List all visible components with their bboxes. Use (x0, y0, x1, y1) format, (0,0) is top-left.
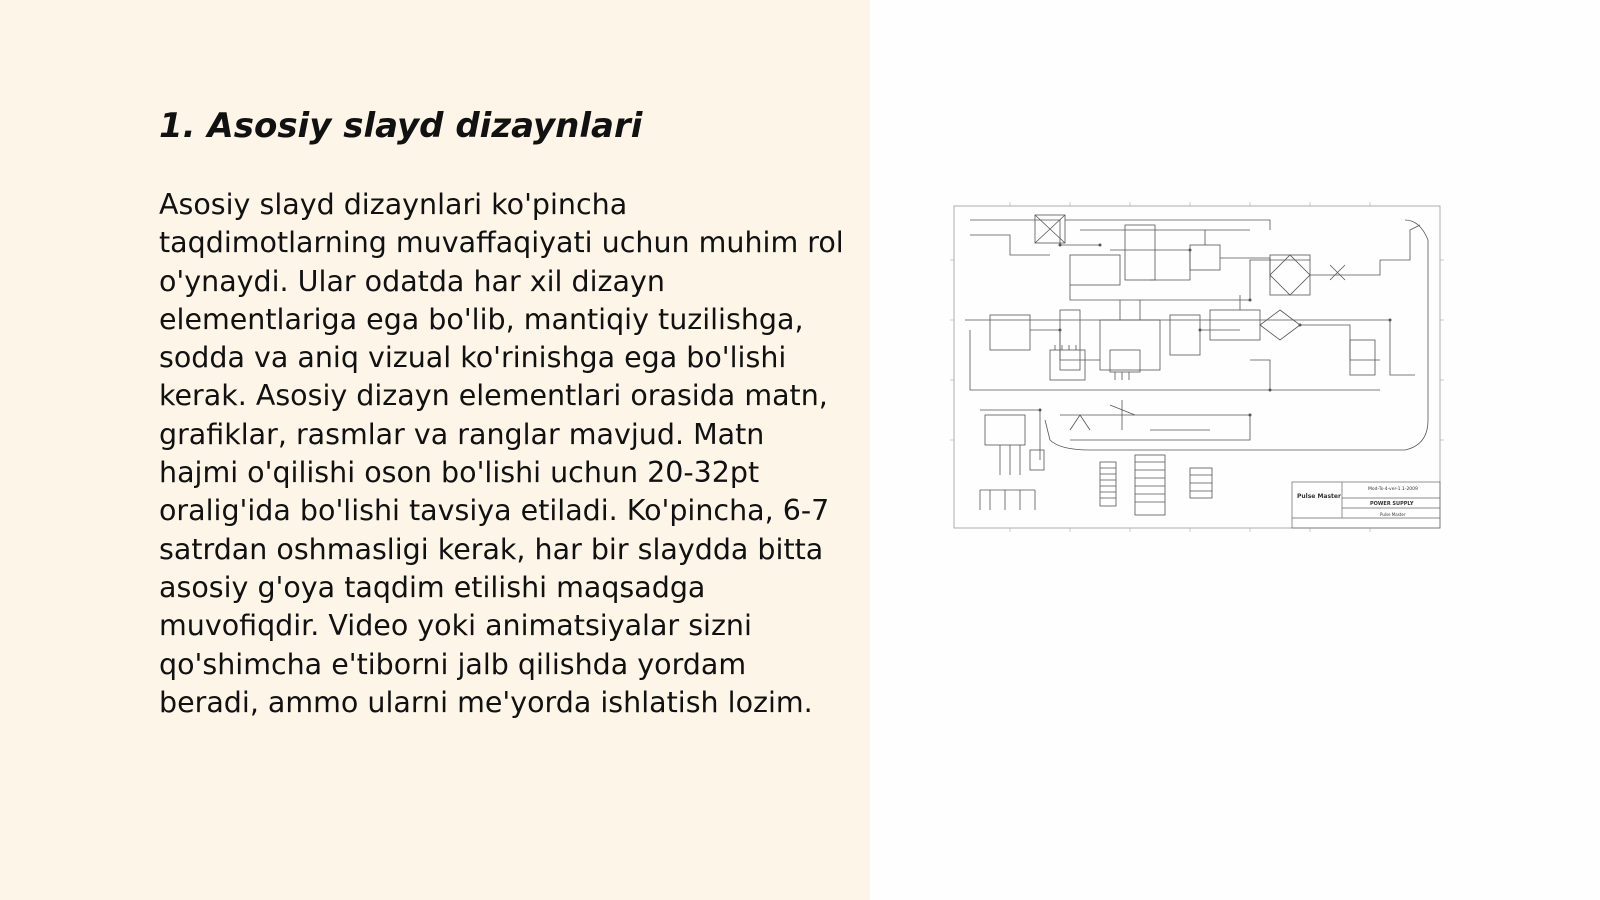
title-block-name: POWER SUPPLY (1370, 501, 1414, 507)
title-block-sheet: Pulse Master (1380, 512, 1406, 517)
title-block-company: Pulse Master (1297, 493, 1341, 500)
title-block-info: Mod-Ts-4-ver-1.1-2009 (1368, 487, 1418, 492)
slide-title: 1. Asosiy slayd dizaynlari (159, 106, 643, 146)
slide-body-text: Asosiy slayd dizaynlari ko'pincha taqdimotlarning muvaffaqiyati uchun muhim rol o'ynaydi. Ular odatda har xil dizayn elementlariga ega bo'lib, mantiqiy tuzilishga, sodda va aniq vizual ko'rinishga ega bo'lishi kerak. Asosiy dizayn elementlari orasida matn, grafiklar, rasmlar va ranglar mavjud. Matn hajmi o'qilishi oson bo'lishi uchun 20-32pt oralig'ida bo'lishi tavsiya etiladi. Ko'pincha, 6-7 satrdan oshmasligi kerak, har bir slaydda bitta asosiy g'oya taqdim etilishi maqsadga muvofiqdir. Video yoki animatsiyalar sizni qo'shimcha e'tiborni jalb qilishda yordam beradi, ammo ularni me'yorda ishlatish lozim. (159, 188, 844, 719)
circuit-schematic-image (950, 200, 1446, 534)
